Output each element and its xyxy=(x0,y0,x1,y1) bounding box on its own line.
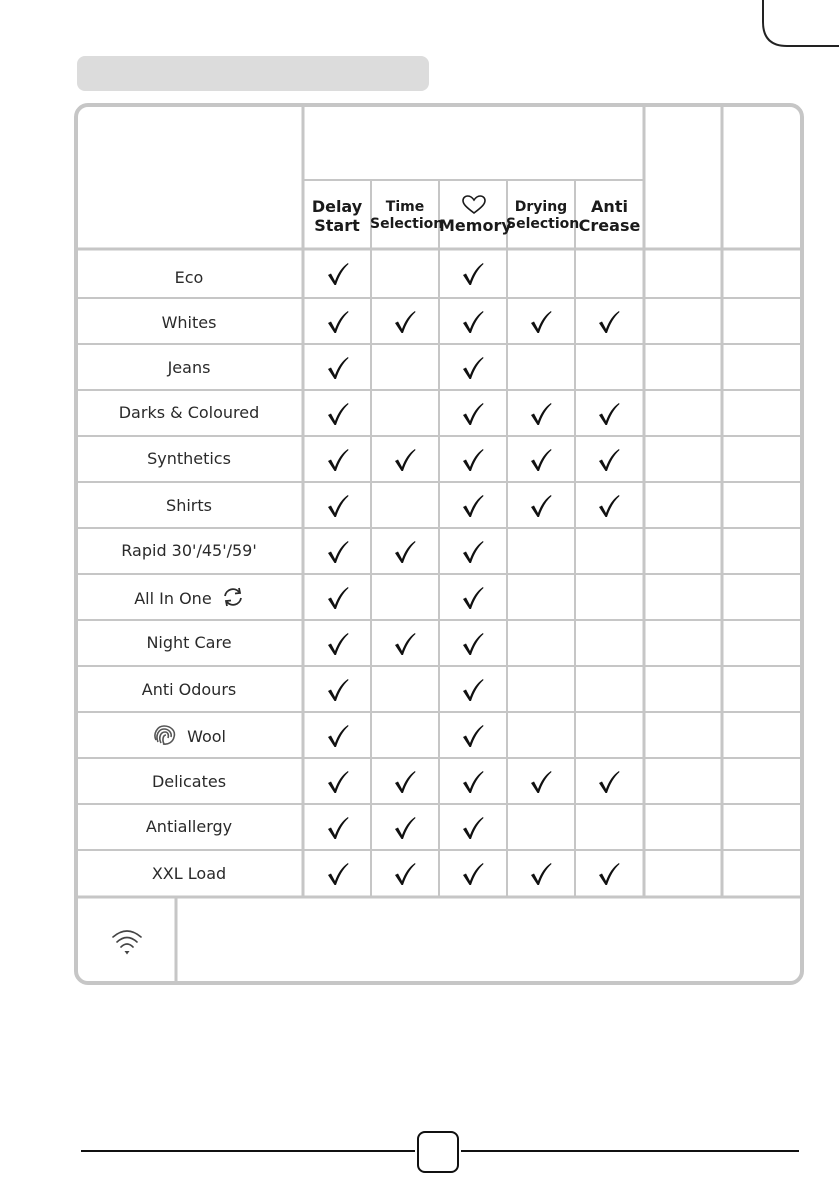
check-mark-icon xyxy=(392,861,418,887)
row-label-antiallergy xyxy=(78,817,300,837)
row-label-text: Antiallergy xyxy=(145,817,233,836)
row-label-synthetics xyxy=(78,449,300,469)
check-mark-icon xyxy=(325,815,351,841)
check-mark-icon xyxy=(392,631,418,657)
page-number-box xyxy=(417,1131,459,1173)
check-mark-icon xyxy=(596,861,622,887)
row-label-anti-odours xyxy=(78,680,300,700)
row-label-text: Wool xyxy=(187,727,226,746)
row-label-text: Eco xyxy=(174,268,204,287)
row-label-text: All In One xyxy=(134,589,212,608)
row-label-shirts xyxy=(78,496,300,516)
check-mark-icon xyxy=(460,539,486,565)
check-mark-icon xyxy=(596,493,622,519)
row-label-text: Jeans xyxy=(167,358,211,377)
check-mark-icon xyxy=(460,309,486,335)
check-mark-icon xyxy=(325,355,351,381)
row-label-text: Shirts xyxy=(166,496,212,515)
row-label-text: Anti Odours xyxy=(141,680,237,699)
col-head-line2: Selection xyxy=(370,216,444,232)
check-mark-icon xyxy=(325,401,351,427)
footer-rule-right xyxy=(461,1150,799,1152)
check-mark-icon xyxy=(325,585,351,611)
check-mark-icon xyxy=(596,309,622,335)
col-head-line1: Anti xyxy=(591,197,628,216)
check-mark-icon xyxy=(325,769,351,795)
check-mark-icon xyxy=(528,769,554,795)
heart-icon xyxy=(439,195,508,216)
row-label-rapid xyxy=(78,541,300,561)
footer-rule-left xyxy=(81,1150,415,1152)
check-mark-icon xyxy=(596,447,622,473)
check-mark-icon xyxy=(528,309,554,335)
check-mark-icon xyxy=(596,769,622,795)
check-mark-icon xyxy=(325,539,351,565)
row-label-text: XXL Load xyxy=(151,864,227,883)
check-mark-icon xyxy=(325,631,351,657)
check-mark-icon xyxy=(325,861,351,887)
row-label-night-care xyxy=(78,633,300,653)
col-head-line1: Drying xyxy=(514,199,568,215)
check-mark-icon xyxy=(460,723,486,749)
check-mark-icon xyxy=(460,585,486,611)
row-label-jeans xyxy=(78,358,300,378)
check-mark-icon xyxy=(528,861,554,887)
col-head-delay-start xyxy=(304,197,370,235)
row-label-delicates xyxy=(78,772,300,792)
row-label-xxl-load xyxy=(78,864,300,884)
check-mark-icon xyxy=(325,493,351,519)
check-mark-icon xyxy=(596,401,622,427)
check-mark-icon xyxy=(460,493,486,519)
check-mark-icon xyxy=(392,447,418,473)
check-mark-icon xyxy=(460,355,486,381)
check-mark-icon xyxy=(325,677,351,703)
check-mark-icon xyxy=(392,539,418,565)
row-label-darks-coloured xyxy=(78,403,300,423)
col-head-memory xyxy=(439,195,512,235)
col-head-line2: Memory xyxy=(439,216,512,235)
check-mark-icon xyxy=(460,401,486,427)
check-mark-icon xyxy=(325,261,351,287)
check-mark-icon xyxy=(460,861,486,887)
check-mark-icon xyxy=(460,447,486,473)
check-mark-icon xyxy=(528,493,554,519)
check-mark-icon xyxy=(460,677,486,703)
row-label-text: Night Care xyxy=(146,633,232,652)
check-mark-icon xyxy=(460,769,486,795)
page-corner-curve xyxy=(0,0,839,60)
section-title-bar xyxy=(77,56,429,91)
check-mark-icon xyxy=(460,815,486,841)
row-label-text: Rapid 30'/45'/59' xyxy=(121,541,257,560)
row-label-wool xyxy=(78,723,300,752)
col-head-line2: Start xyxy=(314,216,360,235)
col-head-line2: Selection xyxy=(506,216,580,232)
check-mark-icon xyxy=(460,261,486,287)
col-head-anti-crease xyxy=(575,197,644,235)
col-head-line1: Time xyxy=(385,199,425,215)
col-head-line1: Delay xyxy=(311,197,363,216)
col-head-drying-selection xyxy=(506,199,580,233)
check-mark-icon xyxy=(325,723,351,749)
row-label-eco xyxy=(78,268,300,288)
row-label-all-in-one xyxy=(78,587,300,612)
woolmark-icon xyxy=(152,723,178,752)
row-label-text: Whites xyxy=(161,313,217,332)
col-head-time-selection xyxy=(370,199,444,233)
check-mark-icon xyxy=(528,401,554,427)
row-label-text: Darks & Coloured xyxy=(118,403,260,422)
row-label-text: Delicates xyxy=(151,772,227,791)
check-mark-icon xyxy=(460,631,486,657)
wifi-icon xyxy=(107,927,147,957)
check-mark-icon xyxy=(528,447,554,473)
check-mark-icon xyxy=(392,309,418,335)
col-head-line2: Crease xyxy=(578,216,641,235)
check-mark-icon xyxy=(325,309,351,335)
row-label-text: Synthetics xyxy=(147,449,231,468)
row-label-whites xyxy=(78,313,300,333)
check-mark-icon xyxy=(392,769,418,795)
refresh-icon xyxy=(222,587,244,612)
check-mark-icon xyxy=(325,447,351,473)
check-mark-icon xyxy=(392,815,418,841)
